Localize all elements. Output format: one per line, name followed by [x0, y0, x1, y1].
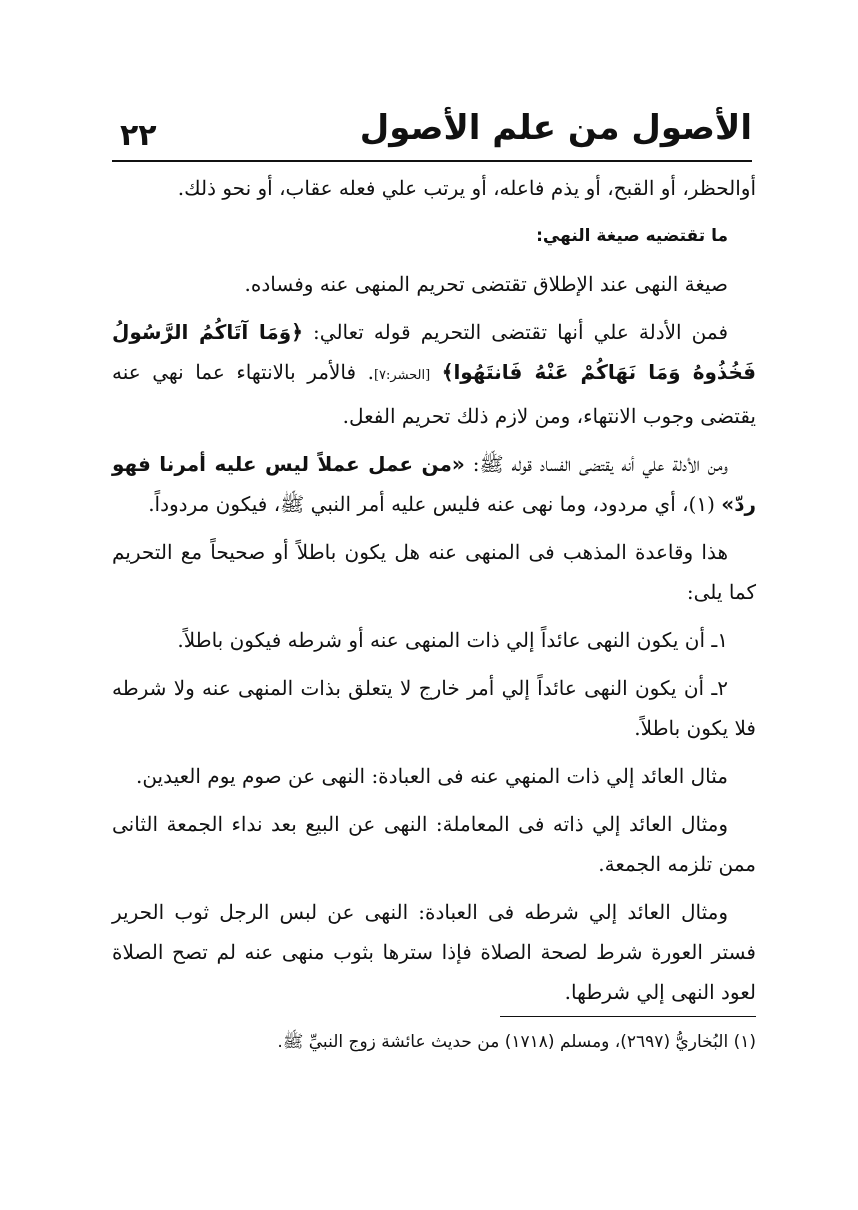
hadith-text: «من عمل عملاً ليس عليه أمرنا فهو ردّ» [112, 452, 756, 516]
footnote-rule [500, 1016, 756, 1017]
list-item: ١ـ أن يكون النهى عائداً إلي ذات المنهى عنه أو شرطه فيكون باطلاً. [177, 628, 728, 652]
paragraph-example-condition: ومثال العائد إلي شرطه فى العبادة: النهى عن لبس الرجل ثوب الحرير فستر العورة شرط لصحة الصلاة فإذا سترها بثوب منهى عنه لم تصح الصلاة لعود النهى إلي شرطها. [112, 900, 756, 1004]
section-heading: ما تقتضيه صيغة النهي: [536, 226, 728, 246]
paragraph-school-rule: هذا وقاعدة المذهب فى المنهى عنه هل يكون باطلاً أو صحيحاً مع التحريم كما يلى: [112, 540, 756, 604]
page-header [112, 108, 752, 156]
paragraph-rule: صيغة النهى عند الإطلاق تقتضى تحريم المنهى عنه وفساده. [244, 272, 728, 296]
quran-verse: ﴿وَمَا آتَاكُمُ الرَّسُولُ فَخُذُوهُ وَمَا نَهَاكُمْ عَنْهُ فَانتَهُوا﴾ [112, 320, 756, 384]
list-item: ٢ـ أن يكون النهى عائداً إلي أمر خارج لا يتعلق بذات المنهى عنه ولا شرطه فلا يكون باطلاً. [112, 676, 756, 740]
paragraph-example-worship: مثال العائد إلي ذات المنهي عنه فى العبادة: النهى عن صوم يوم العيدين. [135, 764, 728, 788]
page-number: ٢٢ [120, 118, 157, 153]
evidence-intro: فمن الأدلة علي أنها تقتضى التحريم قوله تعالي: [302, 320, 729, 344]
paragraph-prohibition-evidence [112, 312, 756, 436]
paragraph-continuation: أوالحظر، أو القبح، أو يذم فاعله، أو يرتب علي فعله عقاب، أو نحو ذلك. [177, 176, 756, 200]
evidence-explanation: . فالأمر بالانتهاء عما نهي عنه يقتضى وجوب الانتهاء، ومن لازم ذلك تحريم الفعل. [112, 360, 756, 428]
paragraph-invalidity-evidence [112, 444, 756, 524]
quran-reference: [الحشر:٧] [373, 368, 431, 383]
hadith-explanation: (١)، أي مردود، وما نهى عنه فليس عليه أمر النبي ﷺ، فيكون مردوداً. [148, 492, 722, 516]
main-text [112, 168, 756, 1020]
hadith-intro: ومن الأدلة علي أنه يقتضى الفساد قوله ﷺ: [464, 452, 728, 476]
running-title: الأصول من علم الأصول [359, 108, 752, 148]
header-rule [112, 160, 752, 162]
paragraph-example-transaction: ومثال العائد إلي ذاته فى المعاملة: النهى عن البيع بعد نداء الجمعة الثانى ممن تلزمه الجمعة. [112, 812, 756, 876]
footnote: (١) البُخاريُّ (٢٦٩٧)، ومسلم (١٧١٨) من حديث عائشة زوج النبيِّ ﷺ. [277, 1032, 756, 1052]
